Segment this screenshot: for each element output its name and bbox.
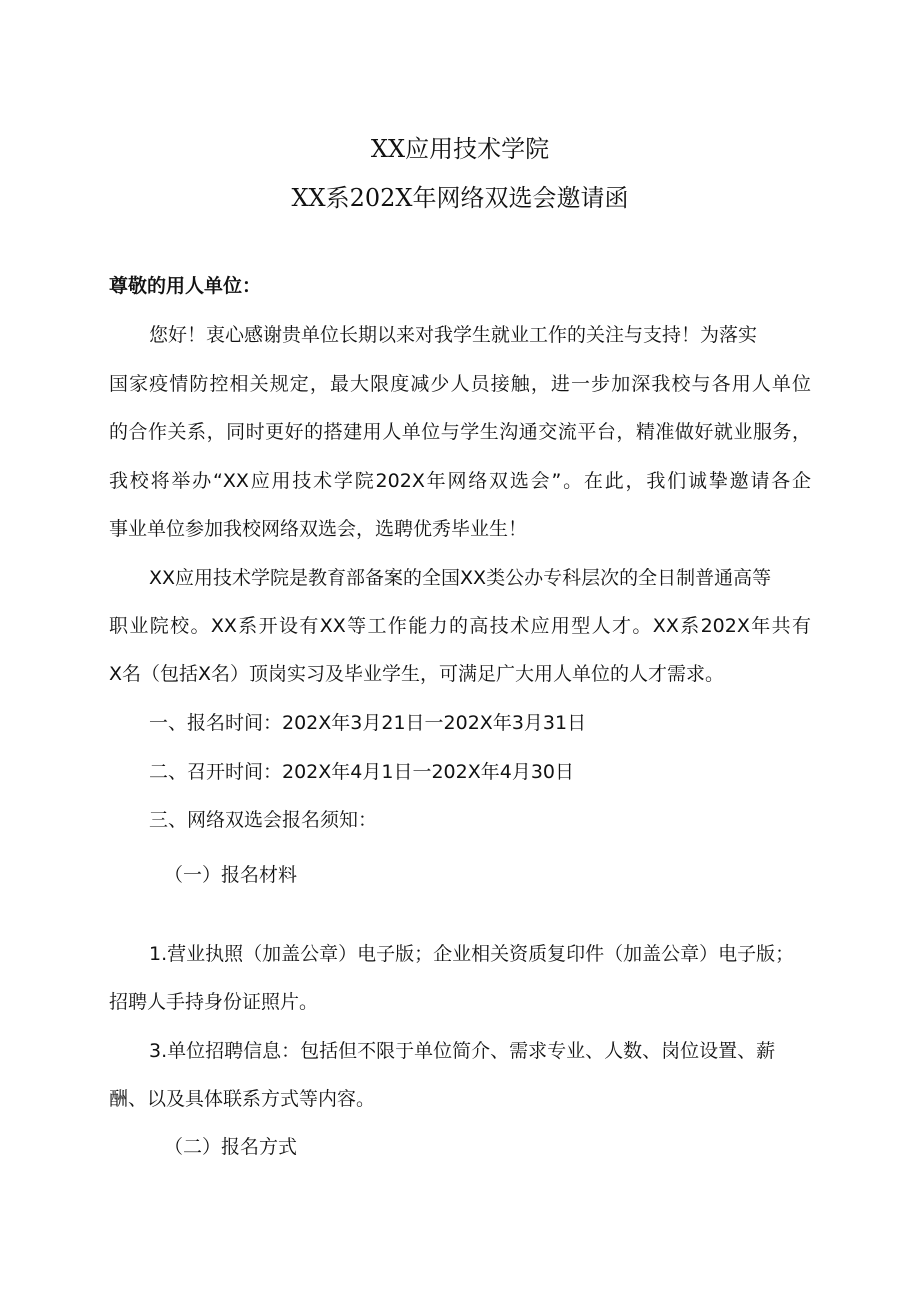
paragraph1-line4: 我校将举办“XX应用技术学院202X年网络双选会”。在此，我们诚挚邀请各企 <box>109 470 811 492</box>
materials-item1-line1: 1.营业执照（加盖公章）电子版；企业相关资质复印件（加盖公章）电子版； <box>149 943 795 965</box>
section2-heading: （二）报名方式 <box>164 1136 298 1158</box>
greeting: 尊敬的用人单位： <box>109 275 262 297</box>
section1-heading: （一）报名材料 <box>164 864 298 886</box>
registration-notice-heading: 三、网络双选会报名须知： <box>149 809 378 831</box>
document-title-invitation: XX系202X年网络双选会邀请函 <box>291 184 629 212</box>
materials-item3-line1: 3.单位招聘信息：包括但不限于单位简介、需求专业、人数、岗位设置、薪 <box>149 1040 776 1062</box>
paragraph2-line3: X名（包括X名）顶岗实习及毕业学生，可满足广大用人单位的人才需求。 <box>109 663 725 685</box>
paragraph2-line2: 职业院校。XX系开设有XX等工作能力的高技术应用型人才。XX系202X年共有 <box>109 615 811 637</box>
meeting-time: 二、召开时间：202X年4月1日一202X年4月30日 <box>149 761 575 783</box>
document-title-institution: XX应用技术学院 <box>370 135 550 163</box>
paragraph1-line2: 国家疫情防控相关规定，最大限度减少人员接触，进一步加深我校与各用人单位 <box>109 373 811 395</box>
paragraph1-line3: 的合作关系，同时更好的搭建用人单位与学生沟通交流平台，精准做好就业服务， <box>109 421 811 443</box>
registration-time: 一、报名时间：202X年3月21日一202X年3月31日 <box>149 712 587 734</box>
paragraph1-line5: 事业单位参加我校网络双选会，选聘优秀毕业生！ <box>109 518 528 540</box>
materials-item3-line2: 酬、以及具体联系方式等内容。 <box>109 1088 376 1110</box>
paragraph2-line1: XX应用技术学院是教育部备案的全国XX类公办专科层次的全日制普通高等 <box>149 567 772 589</box>
materials-item1-line2: 招聘人手持身份证照片。 <box>109 991 319 1013</box>
paragraph1-line1: 您好！衷心感谢贵单位长期以来对我学生就业工作的关注与支持！为落实 <box>149 324 758 346</box>
